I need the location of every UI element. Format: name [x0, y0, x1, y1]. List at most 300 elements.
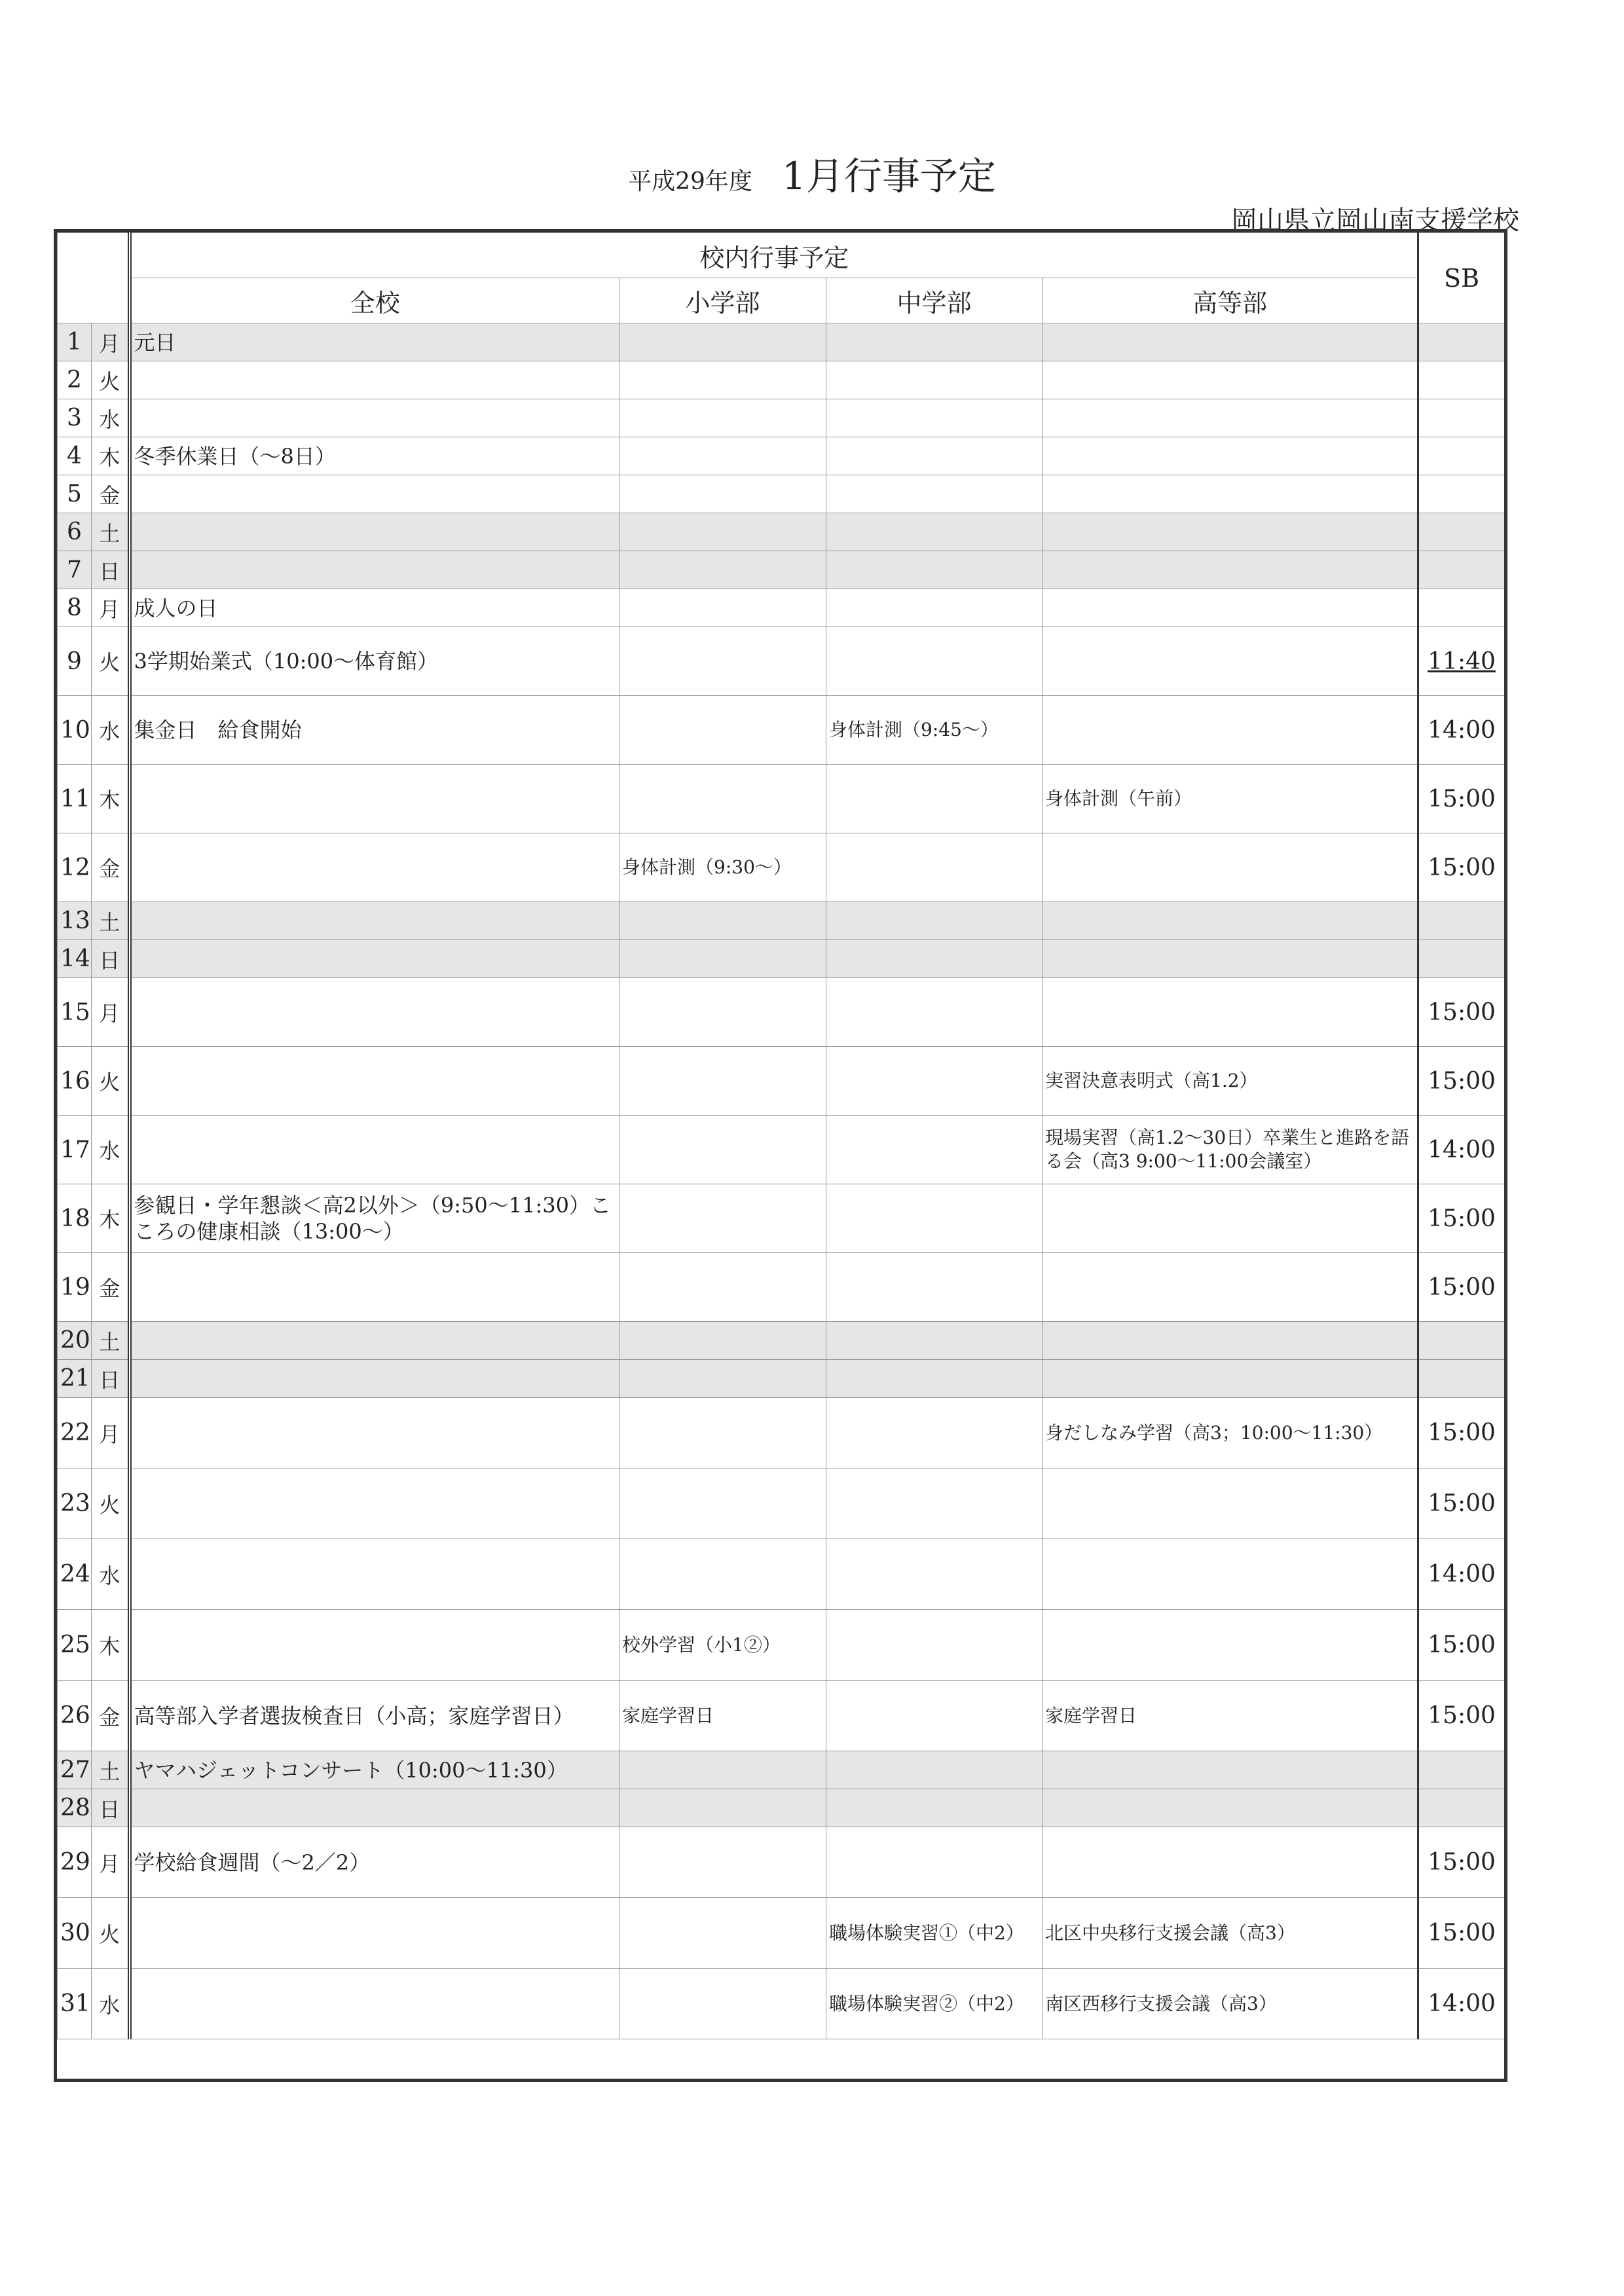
sb-time	[1418, 551, 1505, 589]
table-row	[58, 323, 1505, 361]
event-junior-high	[826, 1322, 1043, 1360]
day-number	[58, 475, 92, 513]
sb-time	[1418, 323, 1505, 361]
day-number	[58, 1969, 92, 2039]
day-number	[58, 1610, 92, 1681]
sb-time	[1418, 1681, 1505, 1751]
sb-time	[1418, 833, 1505, 902]
day-number-text: 8	[67, 594, 82, 621]
event-junior-high	[826, 833, 1043, 902]
event-high-school	[1043, 1827, 1418, 1898]
day-of-week-text: 木	[99, 1633, 120, 1659]
day-number	[58, 361, 92, 399]
table-row	[58, 1322, 1505, 1360]
event-all-school-text: 元日	[134, 329, 176, 355]
event-junior-high-text: 職場体験実習②（中2）	[829, 1992, 1024, 2014]
event-junior-high	[826, 1751, 1043, 1789]
event-elementary	[619, 589, 826, 627]
event-high-school-text: 南区西移行支援会議（高3）	[1045, 1992, 1277, 2014]
day-of-week	[92, 551, 130, 589]
event-all-school	[130, 978, 619, 1047]
event-high-school	[1043, 475, 1418, 513]
sb-time	[1418, 1610, 1505, 1681]
day-of-week-text: 日	[99, 947, 120, 973]
sb-time-text: 14:00	[1428, 1990, 1496, 2017]
school-name: 岡山県立岡山南支援学校	[1231, 206, 1519, 236]
event-high-school	[1043, 1116, 1418, 1184]
event-junior-high-text: 身体計測（9:45〜）	[829, 719, 999, 740]
event-junior-high	[826, 1468, 1043, 1539]
event-high-school	[1043, 1898, 1418, 1969]
event-all-school	[130, 627, 619, 696]
event-high-school	[1043, 1789, 1418, 1827]
day-of-week	[92, 1398, 130, 1468]
event-high-school	[1043, 1681, 1418, 1751]
day-of-week-text: 木	[99, 788, 120, 812]
table-row	[58, 627, 1505, 696]
day-number	[58, 1789, 92, 1827]
event-junior-high	[826, 1047, 1043, 1116]
event-junior-high	[826, 1253, 1043, 1322]
table-row	[58, 1681, 1505, 1751]
event-all-school	[130, 1184, 619, 1253]
event-all-school	[130, 437, 619, 475]
day-number	[58, 978, 92, 1047]
header-mid: 中学部	[826, 278, 1043, 323]
day-number-text: 7	[67, 556, 82, 583]
event-elementary	[619, 978, 826, 1047]
day-number	[58, 902, 92, 940]
table-row	[58, 833, 1505, 902]
sb-time-text: 11:40	[1428, 647, 1496, 675]
event-elementary-text: 校外学習（小1②）	[622, 1633, 781, 1656]
event-all-school-text: ヤマハジェットコンサート（10:00〜11:30）	[134, 1757, 568, 1783]
event-elementary	[619, 1751, 826, 1789]
event-elementary	[619, 627, 826, 696]
day-number	[58, 1116, 92, 1184]
day-number-text: 21	[60, 1365, 90, 1392]
day-of-week-text: 月	[99, 331, 120, 356]
table-row	[58, 1116, 1505, 1184]
event-all-school	[130, 1360, 619, 1398]
day-number-text: 20	[60, 1327, 90, 1354]
table-row	[58, 1969, 1505, 2039]
header-sb: SB	[1418, 233, 1505, 323]
event-elementary	[619, 1253, 826, 1322]
day-of-week-text: 月	[99, 1851, 120, 1876]
sb-time	[1418, 437, 1505, 475]
sb-time-text: 15:00	[1428, 1273, 1496, 1301]
event-junior-high	[826, 978, 1043, 1047]
sb-time	[1418, 589, 1505, 627]
event-all-school	[130, 1322, 619, 1360]
table-row	[58, 978, 1505, 1047]
day-number-text: 26	[60, 1702, 90, 1729]
event-high-school	[1043, 551, 1418, 589]
event-high-school	[1043, 1398, 1418, 1468]
event-junior-high	[826, 1116, 1043, 1184]
day-number	[58, 1681, 92, 1751]
event-all-school	[130, 513, 619, 551]
day-of-week	[92, 940, 130, 978]
schedule-table	[57, 232, 1505, 2039]
table-row	[58, 1789, 1505, 1827]
day-number-text: 29	[60, 1849, 90, 1876]
event-junior-high	[826, 1360, 1043, 1398]
day-number	[58, 627, 92, 696]
event-junior-high	[826, 1827, 1043, 1898]
day-number	[58, 551, 92, 589]
event-junior-high	[826, 399, 1043, 437]
sb-time	[1418, 1898, 1505, 1969]
event-high-school	[1043, 1253, 1418, 1322]
day-number-text: 3	[67, 405, 82, 431]
event-junior-high	[826, 589, 1043, 627]
day-number-text: 10	[60, 716, 90, 744]
day-number	[58, 589, 92, 627]
event-high-school	[1043, 940, 1418, 978]
day-number-text: 1	[67, 329, 82, 355]
day-number-text: 4	[67, 443, 82, 469]
day-number-text: 12	[60, 854, 90, 881]
event-elementary	[619, 696, 826, 765]
event-all-school	[130, 1789, 619, 1827]
day-number	[58, 1827, 92, 1898]
day-number-text: 31	[60, 1990, 90, 2017]
event-all-school	[130, 940, 619, 978]
day-of-week-text: 土	[99, 520, 120, 546]
event-all-school	[130, 696, 619, 765]
day-of-week	[92, 589, 130, 627]
table-row	[58, 589, 1505, 627]
day-number	[58, 1322, 92, 1360]
sb-time	[1418, 696, 1505, 765]
day-number-text: 17	[60, 1136, 90, 1163]
event-elementary	[619, 551, 826, 589]
day-of-week-text: 火	[99, 1922, 120, 1947]
event-junior-high	[826, 323, 1043, 361]
event-high-school-text: 身体計測（午前）	[1045, 788, 1192, 809]
year-label: 平成29年度	[628, 168, 752, 195]
event-elementary	[619, 1360, 826, 1398]
day-number	[58, 1253, 92, 1322]
event-high-school	[1043, 513, 1418, 551]
table-row	[58, 437, 1505, 475]
day-number	[58, 1184, 92, 1253]
event-high-school	[1043, 1751, 1418, 1789]
day-number	[58, 1047, 92, 1116]
day-of-week-text: 火	[99, 1070, 120, 1095]
day-number-text: 6	[67, 519, 82, 545]
sb-time-text: 14:00	[1428, 716, 1496, 744]
day-number-text: 11	[60, 785, 90, 812]
sb-time	[1418, 1184, 1505, 1253]
event-all-school	[130, 551, 619, 589]
event-elementary	[619, 1898, 826, 1969]
event-elementary	[619, 437, 826, 475]
sb-time	[1418, 513, 1505, 551]
day-of-week	[92, 1789, 130, 1827]
day-of-week-text: 金	[99, 1276, 120, 1301]
sb-time-text: 15:00	[1428, 1419, 1496, 1446]
event-junior-high	[826, 765, 1043, 833]
day-of-week	[92, 323, 130, 361]
event-elementary	[619, 1184, 826, 1253]
event-all-school	[130, 1047, 619, 1116]
sb-time-text: 14:00	[1428, 1561, 1496, 1588]
event-elementary	[619, 1610, 826, 1681]
sb-time	[1418, 475, 1505, 513]
table-row	[58, 1184, 1505, 1253]
sb-time	[1418, 1360, 1505, 1398]
sb-time-text: 15:00	[1428, 1067, 1496, 1095]
day-of-week-text: 水	[99, 1563, 120, 1588]
event-junior-high	[826, 1184, 1043, 1253]
event-elementary	[619, 475, 826, 513]
day-number	[58, 765, 92, 833]
day-number-text: 2	[67, 367, 82, 393]
sb-time-text: 14:00	[1428, 1136, 1496, 1163]
day-number-text: 27	[60, 1757, 90, 1783]
day-number-text: 5	[67, 481, 82, 507]
day-number	[58, 1398, 92, 1468]
event-junior-high	[826, 1898, 1043, 1969]
day-of-week-text: 木	[99, 445, 120, 470]
event-high-school-text: 家庭学習日	[1045, 1704, 1137, 1726]
day-of-week-text: 金	[99, 1704, 120, 1730]
event-junior-high-text: 職場体験実習①（中2）	[829, 1922, 1024, 1944]
day-of-week-text: 水	[99, 1992, 120, 2018]
sb-time	[1418, 1539, 1505, 1610]
sb-time	[1418, 940, 1505, 978]
day-of-week	[92, 1969, 130, 2039]
header-group: 校内行事予定	[130, 233, 1418, 278]
day-number-text: 22	[60, 1419, 90, 1446]
event-all-school	[130, 1610, 619, 1681]
header-elem: 小学部	[619, 278, 826, 323]
day-of-week	[92, 437, 130, 475]
event-junior-high	[826, 361, 1043, 399]
event-elementary	[619, 902, 826, 940]
day-of-week-text: 水	[99, 719, 120, 744]
event-high-school	[1043, 361, 1418, 399]
event-junior-high	[826, 627, 1043, 696]
table-row	[58, 1468, 1505, 1539]
day-of-week	[92, 833, 130, 902]
event-elementary	[619, 1398, 826, 1468]
event-all-school-text: 冬季休業日（〜8日）	[134, 443, 336, 469]
day-of-week-text: 月	[99, 596, 120, 622]
page-title: 1月行事予定	[782, 154, 996, 198]
sb-time	[1418, 1398, 1505, 1468]
event-high-school	[1043, 1184, 1418, 1253]
table-row	[58, 1253, 1505, 1322]
day-number	[58, 1360, 92, 1398]
event-all-school	[130, 1751, 619, 1789]
event-high-school-text: 現場実習（高1.2〜30日）卒業生と進路を語る会（高3 9:00〜11:00会議室）	[1045, 1127, 1410, 1172]
table-row	[58, 1610, 1505, 1681]
day-number	[58, 833, 92, 902]
sb-time	[1418, 399, 1505, 437]
day-of-week-text: 水	[99, 407, 120, 432]
event-all-school	[130, 765, 619, 833]
day-number	[58, 323, 92, 361]
day-of-week	[92, 1047, 130, 1116]
event-all-school	[130, 1681, 619, 1751]
sb-time-text: 15:00	[1428, 1205, 1496, 1232]
day-number	[58, 940, 92, 978]
event-all-school-text: 成人の日	[134, 595, 218, 621]
day-of-week	[92, 1360, 130, 1398]
event-elementary	[619, 1827, 826, 1898]
table-row	[58, 1539, 1505, 1610]
event-junior-high	[826, 902, 1043, 940]
event-junior-high	[826, 696, 1043, 765]
day-number-text: 9	[67, 647, 82, 675]
event-high-school	[1043, 978, 1418, 1047]
document-title	[0, 145, 1624, 200]
sb-time	[1418, 978, 1505, 1047]
sb-time-text: 15:00	[1428, 1920, 1496, 1946]
sb-time-text: 15:00	[1428, 998, 1496, 1026]
day-of-week-text: 火	[99, 1492, 120, 1518]
event-junior-high	[826, 1610, 1043, 1681]
event-all-school	[130, 475, 619, 513]
event-elementary	[619, 940, 826, 978]
event-all-school	[130, 902, 619, 940]
day-of-week	[92, 1468, 130, 1539]
table-row	[58, 1751, 1505, 1789]
day-of-week	[92, 475, 130, 513]
event-elementary	[619, 399, 826, 437]
day-of-week-text: 土	[99, 1758, 120, 1784]
event-high-school	[1043, 833, 1418, 902]
day-of-week-text: 月	[99, 1001, 120, 1026]
event-all-school-text: 集金日 給食開始	[134, 718, 302, 742]
event-junior-high	[826, 437, 1043, 475]
sb-time	[1418, 902, 1505, 940]
table-row	[58, 475, 1505, 513]
header-high: 高等部	[1043, 278, 1418, 323]
day-number	[58, 1751, 92, 1789]
sb-time	[1418, 1322, 1505, 1360]
day-number-text: 30	[60, 1920, 90, 1946]
day-number-text: 28	[60, 1795, 90, 1821]
day-of-week	[92, 627, 130, 696]
table-row	[58, 1360, 1505, 1398]
event-junior-high	[826, 1969, 1043, 2039]
event-elementary	[619, 1047, 826, 1116]
day-number-text: 13	[60, 907, 90, 934]
sb-time	[1418, 1827, 1505, 1898]
table-row	[58, 513, 1505, 551]
day-of-week	[92, 1898, 130, 1969]
event-high-school-text: 実習決意表明式（高1.2）	[1045, 1070, 1258, 1091]
table-row	[58, 696, 1505, 765]
day-of-week	[92, 1322, 130, 1360]
day-number	[58, 1468, 92, 1539]
event-high-school	[1043, 1468, 1418, 1539]
header-all: 全校	[130, 278, 619, 323]
day-number-text: 18	[60, 1205, 90, 1232]
event-high-school	[1043, 1322, 1418, 1360]
event-all-school	[130, 399, 619, 437]
table-row	[58, 1047, 1505, 1116]
event-elementary	[619, 1468, 826, 1539]
table-row	[58, 902, 1505, 940]
event-elementary	[619, 765, 826, 833]
schedule-body	[58, 323, 1505, 2039]
sb-time-text: 15:00	[1428, 785, 1496, 812]
event-junior-high	[826, 940, 1043, 978]
day-of-week	[92, 1610, 130, 1681]
sb-time	[1418, 627, 1505, 696]
sb-time-text: 15:00	[1428, 1490, 1496, 1517]
event-elementary	[619, 1681, 826, 1751]
event-high-school	[1043, 1539, 1418, 1610]
event-high-school	[1043, 765, 1418, 833]
day-of-week	[92, 902, 130, 940]
event-high-school	[1043, 902, 1418, 940]
day-of-week	[92, 1681, 130, 1751]
day-of-week	[92, 1539, 130, 1610]
day-of-week	[92, 1116, 130, 1184]
event-elementary	[619, 323, 826, 361]
day-of-week-text: 日	[99, 1367, 120, 1393]
event-all-school	[130, 1398, 619, 1468]
day-number-text: 19	[60, 1273, 90, 1301]
event-high-school-text: 身だしなみ学習（高3；10:00〜11:30）	[1045, 1421, 1383, 1444]
sb-time-text: 15:00	[1428, 854, 1496, 881]
event-elementary-text: 身体計測（9:30〜）	[622, 856, 792, 878]
sb-time	[1418, 1751, 1505, 1789]
table-row	[58, 361, 1505, 399]
event-all-school	[130, 1468, 619, 1539]
day-number-text: 24	[60, 1561, 90, 1588]
event-high-school	[1043, 437, 1418, 475]
event-all-school	[130, 1969, 619, 2039]
table-row	[58, 551, 1505, 589]
day-of-week	[92, 1184, 130, 1253]
sb-time	[1418, 1253, 1505, 1322]
event-all-school-text: 学校給食週間（〜2／2）	[134, 1850, 371, 1875]
day-of-week	[92, 513, 130, 551]
sb-time	[1418, 1468, 1505, 1539]
day-of-week-text: 火	[99, 650, 120, 675]
event-all-school	[130, 1898, 619, 1969]
event-junior-high	[826, 513, 1043, 551]
event-junior-high	[826, 1398, 1043, 1468]
event-all-school	[130, 1253, 619, 1322]
day-number-text: 15	[60, 998, 90, 1026]
event-elementary	[619, 361, 826, 399]
day-of-week-text: 金	[99, 483, 120, 508]
event-high-school	[1043, 1360, 1418, 1398]
day-of-week-text: 水	[99, 1139, 120, 1163]
event-elementary	[619, 1116, 826, 1184]
event-high-school-text: 北区中央移行支援会議（高3）	[1045, 1922, 1295, 1944]
event-elementary	[619, 833, 826, 902]
schedule-sheet	[54, 229, 1507, 2082]
event-all-school	[130, 833, 619, 902]
event-high-school	[1043, 696, 1418, 765]
event-junior-high	[826, 1539, 1043, 1610]
day-of-week-text: 火	[99, 369, 120, 394]
day-of-week	[92, 399, 130, 437]
day-number	[58, 1898, 92, 1969]
sb-time	[1418, 1116, 1505, 1184]
event-elementary-text: 家庭学習日	[622, 1704, 714, 1726]
